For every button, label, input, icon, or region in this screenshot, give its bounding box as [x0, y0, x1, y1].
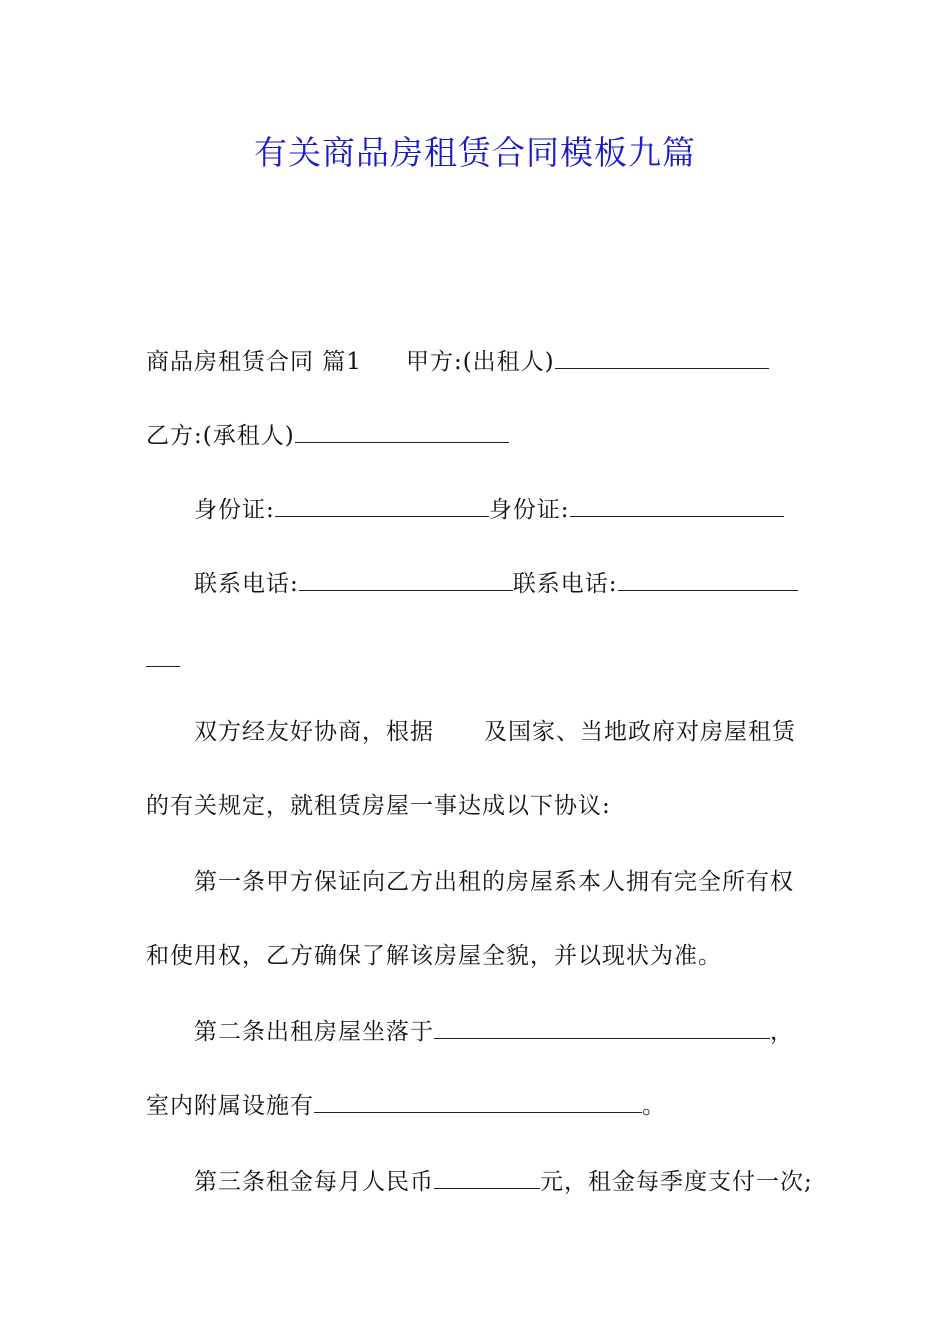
paragraph-intro-line-2 [146, 788, 611, 824]
article-1-text-b: 和使用权，乙方确保了解该房屋全貌，并以现状为准。 [146, 943, 722, 969]
article-2-line-1 [194, 1012, 794, 1050]
id-card-label-a: 身份证: [194, 497, 275, 523]
rent-amount-blank [434, 1162, 540, 1189]
facilities-blank [314, 1086, 642, 1113]
phone-blank-b [618, 564, 798, 591]
location-blank [434, 1012, 770, 1039]
id-card-label-b: 身份证: [488, 497, 570, 523]
party-b-line [146, 416, 509, 454]
article-2-text-a: 第二条出租房屋坐落于 [194, 1019, 434, 1045]
phone-line [194, 564, 798, 602]
intro-text-a: 双方经友好协商，根据 [194, 719, 434, 745]
party-a-label: 甲方:(出租人) [405, 349, 555, 375]
phone-blank-a [299, 564, 513, 591]
article-1-line-2 [146, 938, 722, 974]
article-1-line-1 [194, 864, 794, 900]
phone-label-b: 联系电话: [512, 571, 618, 597]
intro-text-c: 的有关规定，就租赁房屋一事达成以下协议: [146, 793, 611, 819]
article-3-line-1 [194, 1162, 813, 1200]
article-3-text-a: 第三条租金每月人民币 [194, 1169, 434, 1195]
article-2-comma: ， [770, 1019, 794, 1045]
id-card-blank-b [570, 490, 784, 517]
article-2-period: 。 [642, 1093, 666, 1119]
id-card-blank-a [275, 490, 489, 517]
party-b-blank [295, 416, 509, 443]
intro-text-b: 及国家、当地政府对房屋租赁 [484, 719, 796, 745]
article-3-text-b: 元，租金每季度支付一次; [540, 1169, 813, 1195]
id-card-line [194, 490, 784, 528]
paragraph-intro-line-1 [194, 714, 796, 750]
article-2-text-b: 室内附属设施有 [146, 1093, 314, 1119]
contract-heading: 商品房租赁合同 篇1 [146, 349, 362, 375]
document-title: 有关商品房租赁合同模板九篇 [254, 133, 696, 172]
article-2-line-2 [146, 1086, 666, 1124]
article-1-text-a: 第一条甲方保证向乙方出租的房屋系本人拥有完全所有权 [194, 869, 794, 895]
phone-label-a: 联系电话: [194, 571, 299, 597]
party-b-label: 乙方:(承租人) [146, 423, 295, 449]
contract-heading-line [146, 342, 769, 380]
phone-blank-continuation [146, 640, 180, 667]
party-a-blank [555, 342, 769, 369]
